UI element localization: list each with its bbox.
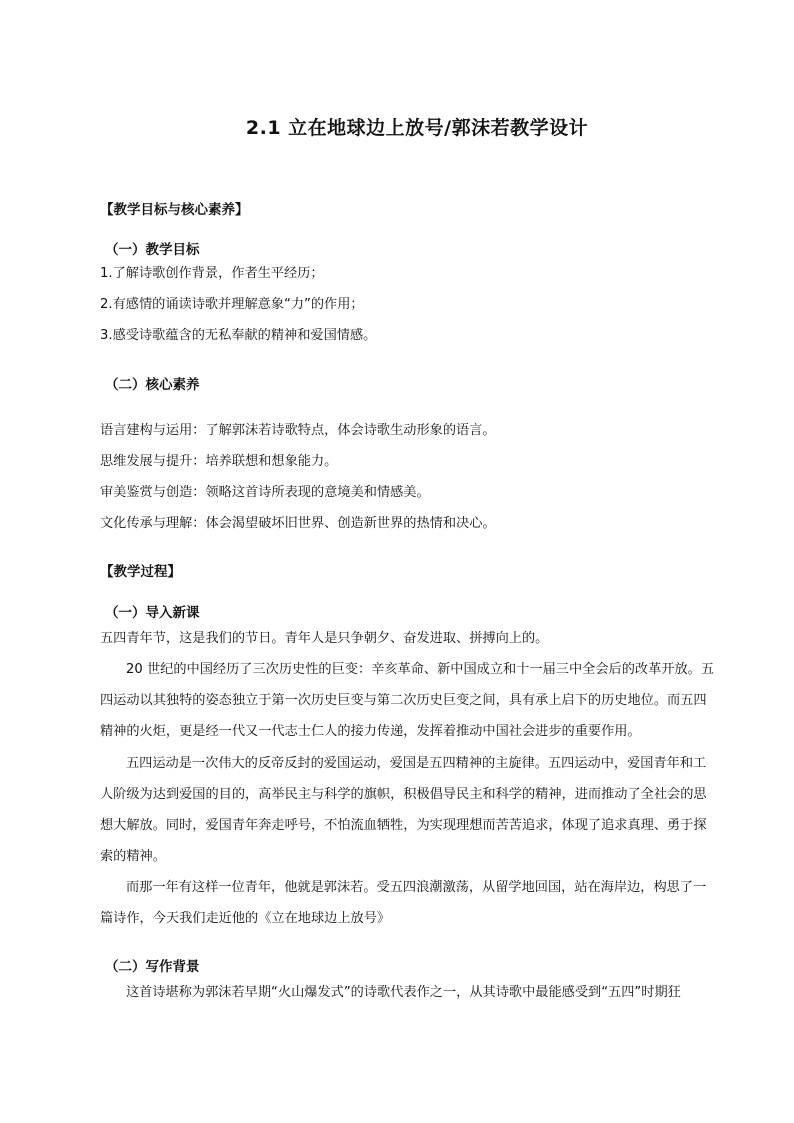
document-title: 2.1 立在地球边上放号/郭沫若教学设计 <box>245 117 589 139</box>
subheading-teaching-goals: （一）教学目标 <box>105 242 200 258</box>
paragraph-line: 人阶级为达到爱国的目的，高举民主与科学的旗帜，积极倡导民主和科学的精神，进而推动了全社会的思 <box>100 787 707 802</box>
literacy-item: 审美鉴赏与创造：领略这首诗所表现的意境美和情感美。 <box>100 485 430 500</box>
subheading-core-literacy: （二）核心素养 <box>105 377 200 393</box>
paragraph-line: 五四青年节，这是我们的节日。青年人是只争朝夕、奋发进取、拼搏向上的。 <box>100 631 549 646</box>
paragraph-line: 四运动以其独特的姿态独立于第一次历史巨变与第二次历史巨变之间，具有承上启下的历史地位。而五四 <box>100 693 707 708</box>
subheading-background: （二）写作背景 <box>105 959 200 975</box>
paragraph-line: 精神的火炬，更是经一代又一代志士仁人的接力传递，发挥着推动中国社会进步的重要作用。 <box>100 724 641 739</box>
paragraph-line: 篇诗作，今天我们走近他的《立在地球边上放号》 <box>100 911 391 926</box>
paragraph-line: 而那一年有这样一位青年，他就是郭沫若。受五四浪潮激荡，从留学地回国，站在海岸边，构思了一 <box>126 880 707 895</box>
goal-item: 2.有感情的诵读诗歌并理解意象“力”的作用； <box>100 297 364 312</box>
paragraph-line: 五四运动是一次伟大的反帝反封的爱国运动，爱国是五四精神的主旋律。五四运动中，爱国青年和工 <box>126 756 707 771</box>
section-heading-process: 【教学过程】 <box>100 564 181 580</box>
subheading-intro: （一）导入新课 <box>105 605 200 621</box>
section-heading-goals: 【教学目标与核心素养】 <box>100 202 249 218</box>
paragraph-line: 索的精神。 <box>100 849 166 864</box>
literacy-item: 语言建构与运用：了解郭沫若诗歌特点，体会诗歌生动形象的语言。 <box>100 423 496 438</box>
literacy-item: 文化传承与理解：体会渴望破坏旧世界、创造新世界的热情和决心。 <box>100 516 496 531</box>
goal-item: 1.了解诗歌创作背景，作者生平经历； <box>100 266 324 281</box>
paragraph-line: 这首诗堪称为郭沫若早期“火山爆发式”的诗歌代表作之一，从其诗歌中最能感受到“五四”时期狂 <box>126 985 681 1000</box>
paragraph-line: 想大解放。同时，爱国青年奔走呼号，不怕流血牺牲，为实现理想而苦苦追求，体现了追求真理、勇于探 <box>100 818 707 833</box>
literacy-item: 思维发展与提升：培养联想和想象能力。 <box>100 454 338 469</box>
goal-item: 3.感受诗歌蕴含的无私奉献的精神和爱国情感。 <box>100 328 377 343</box>
paragraph-line: 20 世纪的中国经历了三次历史性的巨变：辛亥革命、新中国成立和十一届三中全会后的改革开放。五 <box>126 662 715 677</box>
